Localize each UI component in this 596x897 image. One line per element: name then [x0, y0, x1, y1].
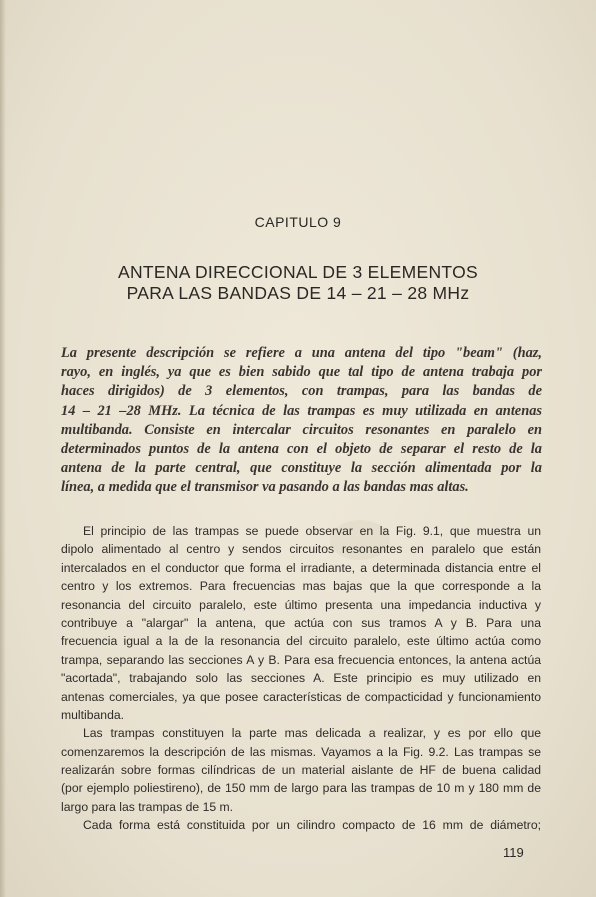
body-line: "acortada", trabajando solo las secciones A. Este principio es muy utilizado en — [61, 671, 541, 686]
abstract-paragraph — [61, 344, 542, 498]
page-number: 119 — [503, 845, 524, 860]
body-line: Cada forma está constituida por un cilindro compacto de 16 mm de diámetro; — [83, 818, 541, 833]
body-line: Las trampas constituyen la parte mas delicada a realizar, y es por ello que — [83, 726, 541, 741]
body-line: contribuye a "alargar" la antena, que actúa con sus tramos A y B. Para una — [61, 615, 541, 630]
body-line: El principio de las trampas se puede observar en la Fig. 9.1, que muestra un — [83, 524, 541, 538]
abstract-line: La presente descripción se refiere a una antena del tipo "beam" (haz, — [61, 345, 542, 361]
body-line: largo para las trampas de 15 m. — [61, 799, 234, 814]
abstract-line: antena de la parte central, que constituye la sección alimentada por la — [61, 460, 542, 477]
body-line: (por ejemplo poliestireno), de 150 mm de largo para las trampas de 10 m y 180 mm de — [61, 781, 541, 796]
body-line: multibanda. — [61, 707, 125, 722]
chapter-title-line-2: PARA LAS BANDAS DE 14 – 21 – 28 MHz — [126, 283, 470, 303]
abstract-line: haces dirigidos) de 3 elementos, con trampas, para las bandas de — [61, 383, 542, 400]
body-line: trampa, separando las secciones A y B. Para esa frecuencia entonces, la antena actúa — [61, 652, 541, 667]
body-line: centro y los extremos. Para frecuencias mas bajas que la que corresponde a la — [61, 579, 541, 594]
body-line: frecuencia igual a la de la resonancia del circuito paralelo, este último actúa como — [61, 634, 541, 649]
chapter-title-line-1: ANTENA DIRECCIONAL DE 3 ELEMENTOS — [118, 262, 478, 282]
body-text — [61, 522, 541, 835]
body-line: resonancia del circuito paralelo, este último presenta una impedancia inductiva y — [61, 597, 541, 612]
chapter-title — [0, 262, 596, 304]
abstract-line: 14 – 21 –28 MHz. La técnica de las trampas es muy utilizada en antenas — [61, 402, 542, 419]
body-line: comenzaremos la descripción de las mismas. Vayamos a la Fig. 9.2. Las trampas se — [61, 744, 541, 759]
chapter-label: CAPITULO 9 — [254, 214, 342, 230]
page-edge-shadow — [0, 0, 6, 897]
body-line: realizarán sobre formas cilíndricas de un material aislante de HF de buena calidad — [61, 763, 541, 778]
body-line: dipolo alimentado al centro y sendos circuitos resonantes en paralelo que están — [61, 542, 541, 557]
body-line: antenas comerciales, ya que posee características de compacticidad y funcionamiento — [61, 689, 541, 704]
abstract-line: rayo, en inglés, ya que es bien sabido que tal tipo de antena trabaja por — [61, 364, 542, 381]
abstract-line: multibanda. Consiste en intercalar circuitos resonantes en paralelo en — [61, 421, 542, 438]
abstract-line: determinados puntos de la antena con el objeto de separar el resto de la — [61, 440, 542, 457]
body-line: intercalados en el conductor que forma el irradiante, a determinada distancia entre el — [61, 560, 541, 575]
abstract-line: línea, a medida que el transmisor va pasando a las bandas mas altas. — [61, 479, 469, 496]
